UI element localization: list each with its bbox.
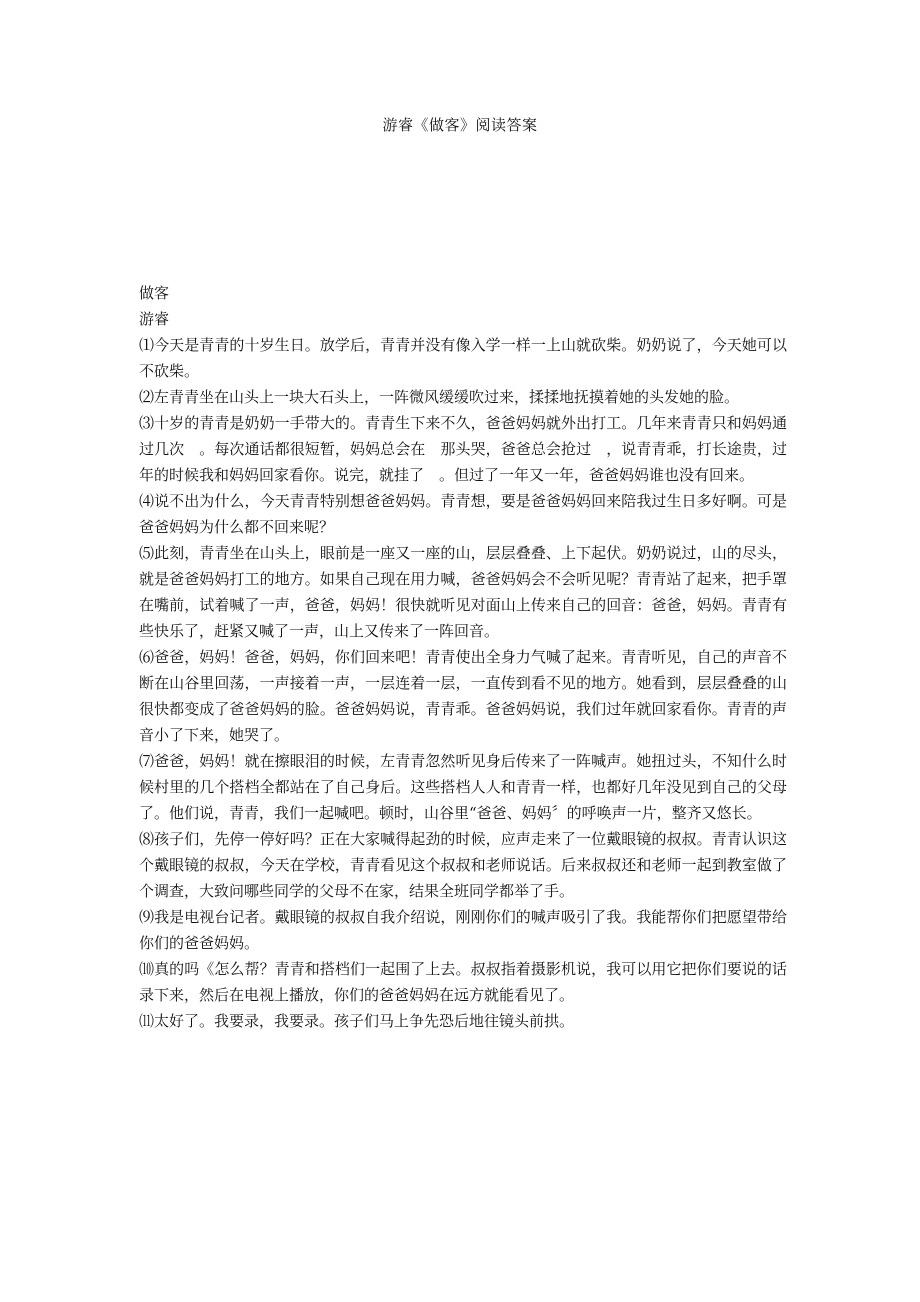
paragraph-text: 十岁的青青是奶奶一手带大的。青青生下来不久，爸爸妈妈就外出打工。几年来青青只和妈妈通过几次 。每次通话都很短暂，妈妈总会在 那头哭，爸爸总会抢过 ，说青青乖，打长途贵，过年的时候我和妈妈回家看你。说完，就挂了 。但过了一年又一年，爸爸妈妈谁也没有回来。 — [139, 414, 787, 484]
paragraph-number: ⑺ — [139, 752, 155, 770]
paragraph-text: 说不出为什么，今天青青特别想爸爸妈妈。青青想，要是爸爸妈妈回来陪我过生日多好啊。可是爸爸妈妈为什么都不回来呢？ — [139, 492, 787, 536]
paragraph-text: 爸爸，妈妈！就在擦眼泪的时候，左青青忽然听见身后传来了一阵喊声。她扭过头，不知什么时候村里的几个搭档全都站在了自己身后。这些搭档人人和青青一样，也都好几年没见到自己的父母了。他们说，青青，我们一起喊吧。顿时，山谷里“爸爸、妈妈〞的呼唤声一片，整齐又悠长。 — [139, 752, 787, 822]
paragraph-number: ⑻ — [139, 830, 155, 848]
paragraph-5 — [139, 540, 787, 644]
paragraph-7 — [139, 748, 787, 826]
document-title: 游睿《做客》阅读答案 — [382, 116, 538, 134]
paragraph-11 — [139, 1008, 787, 1034]
paragraph-number: ⑷ — [139, 492, 155, 510]
story-title: 做客 — [139, 284, 170, 302]
paragraph-9 — [139, 904, 787, 956]
paragraph-4 — [139, 488, 787, 540]
paragraph-6 — [139, 644, 787, 748]
paragraph-3 — [139, 410, 787, 488]
paragraph-text: 此刻，青青坐在山头上，眼前是一座又一座的山，层层叠叠、上下起伏。奶奶说过，山的尽头，就是爸爸妈妈打工的地方。如果自己现在用力喊，爸爸妈妈会不会听见呢？青青站了起来，把手罩在嘴前，试着喊了一声，爸爸，妈妈！很快就听见对面山上传来自己的回音：爸爸，妈妈。青青有些快乐了，赶紧又喊了一声，山上又传来了一阵回音。 — [139, 544, 787, 640]
paragraph-number: ⑵ — [139, 388, 155, 406]
paragraph-number: ⑾ — [139, 1012, 155, 1030]
paragraph-text: 太好了。我要录，我要录。孩子们马上争先恐后地往镜头前拱。 — [154, 1012, 575, 1030]
paragraph-number: ⑹ — [139, 648, 155, 666]
paragraph-text: 孩子们，先停一停好吗？正在大家喊得起劲的时候，应声走来了一位戴眼镜的叔叔。青青认识这个戴眼镜的叔叔，今天在学校，青青看见这个叔叔和老师说话。后来叔叔还和老师一起到教室做了个调查，大致问哪些同学的父母不在家，结果全班同学都举了手。 — [139, 830, 787, 900]
paragraph-number: ⑸ — [139, 544, 155, 562]
paragraph-text: 左青青坐在山头上一块大石头上，一阵微风缓缓吹过来，揉揉地抚摸着她的头发她的脸。 — [154, 388, 740, 406]
paragraph-text: 爸爸，妈妈！爸爸，妈妈，你们回来吧！青青使出全身力气喊了起来。青青听见，自己的声音不断在山谷里回荡，一声接着一声，一层连着一层，一直传到看不见的地方。她看到，层层叠叠的山很快都变成了爸爸妈妈的脸。爸爸妈妈说，青青乖。爸爸妈妈说，我们过年就回家看你。青青的声音小了下来，她哭了。 — [139, 648, 787, 744]
paragraph-text: 真的吗《怎么帮？青青和搭档们一起围了上去。叔叔指着摄影机说，我可以用它把你们要说的话录下来，然后在电视上播放，你们的爸爸妈妈在远方就能看见了。 — [139, 960, 787, 1004]
paragraph-text: 我是电视台记者。戴眼镜的叔叔自我介绍说，刚刚你们的喊声吸引了我。我能帮你们把愿望带给你们的爸爸妈妈。 — [139, 908, 787, 952]
paragraph-2 — [139, 384, 787, 410]
paragraph-number: ⑼ — [139, 908, 155, 926]
paragraph-number: ⑴ — [139, 336, 155, 354]
paragraph-10 — [139, 956, 787, 1008]
story-author: 游睿 — [139, 310, 170, 328]
document-body — [139, 280, 787, 1034]
paragraph-1 — [139, 332, 787, 384]
paragraph-text: 今天是青青的十岁生日。放学后，青青并没有像入学一样一上山就砍柴。奶奶说了，今天她可以不砍柴。 — [139, 336, 787, 380]
paragraph-number: ⑶ — [139, 414, 155, 432]
paragraph-number: ⑽ — [139, 960, 155, 978]
paragraph-8 — [139, 826, 787, 904]
